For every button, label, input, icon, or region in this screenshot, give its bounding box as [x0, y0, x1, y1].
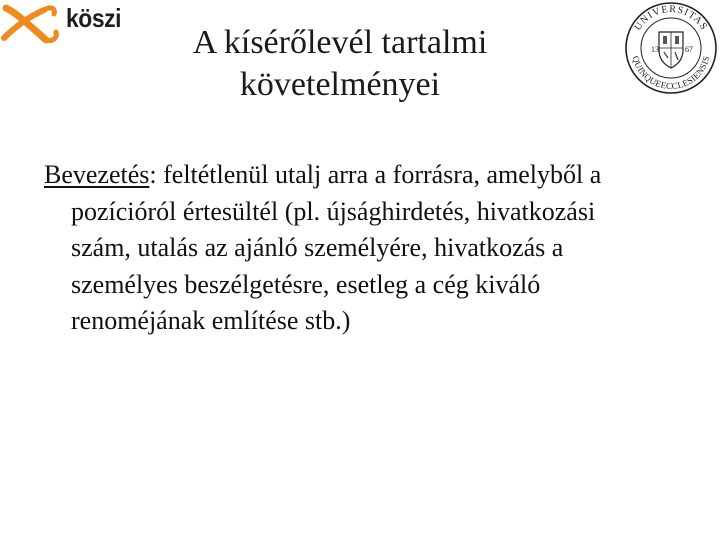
lead-label: Bevezetés: [44, 160, 150, 189]
koszi-x-mark-icon: [0, 0, 62, 44]
slide-title-line-1: A kísérőlevél tartalmi: [192, 24, 488, 61]
slide-title-line-2: követelményei: [239, 66, 441, 103]
university-seal-icon: [622, 0, 720, 96]
seal-year-right: 67: [685, 45, 693, 54]
lead-separator: :: [149, 160, 157, 189]
logo-wordmark: köszi: [66, 3, 122, 33]
body-text: feltétlenül utalj arra a forrásra, amelyből a pozícióról értesültél (pl. újsághirdetés, hivatkozási szám, utalás az ajánló személyére, hivatkozás a személyes beszélgetésre, esetleg a cég kiváló renoméjának említése stb.): [71, 160, 602, 335]
seal-year-left: 13: [651, 45, 659, 54]
koszi-logo: [0, 0, 130, 46]
body-paragraph: [44, 157, 634, 340]
seal-text-bottom: QUINQUEECCLESIENSIS: [630, 54, 712, 92]
seal-text-top: UNIVERSITAS: [632, 3, 710, 33]
slide-title: [140, 22, 540, 106]
slide-body: [44, 157, 634, 340]
